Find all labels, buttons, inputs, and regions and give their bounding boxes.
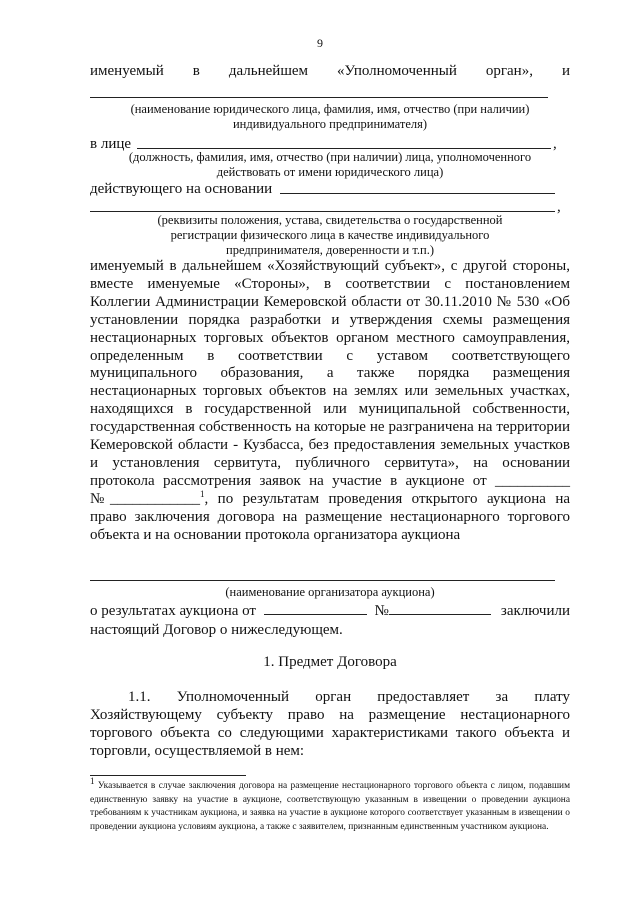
main-paragraph-part-1: именуемый в дальнейшем «Хозяйствующий субъект», с другой стороны, вместе именуемые «Стороны», в соответствии с постановлением Коллегии Администрации Кемеровской области от 30.11.2010 № 530 «Об установлении порядка разработки и утверждения схемы размещения нестационарных торговых объектов органом местного самоуправления, определенным в соответствии с уставом соответствующего муниципального образования, а также порядка размещения нестационарных торговых объектов на землях или земельных участках, находящихся в государственной или муниципальной собственности, государственная собственность на которые не разграничена на территории Кемеровской области - Кузбасса, без предоставления земельных участков и установления сервитута, публичного сервитута», на основании протокола рассмотрения заявок на участие в аукционе от __________ №____________: [90, 258, 570, 507]
basis-field-1[interactable]: [280, 193, 555, 194]
footnote-reference[interactable]: 1: [200, 488, 205, 499]
intro-word: именуемый: [90, 63, 164, 79]
acting-label: действующего на основании: [90, 181, 273, 197]
basis-field-2[interactable]: [90, 211, 555, 212]
intro-word: дальнейшем: [228, 63, 309, 79]
in-person-comma: ,: [553, 136, 557, 152]
intro-word: «Уполномоченный: [337, 63, 457, 79]
basis-caption: (реквизиты положения, устава, свидетельства о государственной регистрации физического лица в качестве индивидуального предпринимателя, доверенности и т.п.): [157, 213, 503, 257]
results-line: [90, 602, 570, 620]
footnote-marker: 1: [90, 775, 95, 786]
page-number: 9: [317, 36, 323, 50]
section-heading: 1. Предмет Договора: [263, 654, 397, 670]
intro-line: [90, 62, 570, 80]
intro-word: и: [561, 63, 570, 79]
results-suffix: заключили: [500, 603, 570, 619]
organizer-caption: (наименование организатора аукциона): [225, 585, 435, 599]
organizer-field[interactable]: [90, 580, 555, 581]
person-caption: (должность, фамилия, имя, отчество (при наличии) лица, уполномоченного действовать от имени юридического лица): [128, 150, 532, 179]
basis-comma: ,: [557, 199, 561, 215]
footnote: [90, 775, 571, 834]
main-paragraph: [90, 258, 570, 545]
intro-word: в: [192, 63, 200, 79]
intro-word: орган»,: [485, 63, 533, 79]
footnote-text: Указывается в случае заключения договора на размещение нестационарного торгового объекта с лицом, подавшим единственную заявку на участие в аукционе, соответствующую указанным в извещении о проведении аукциона требованиям к участникам аукциона, и заявка на участие в аукционе которого соответствует указанным в извещении о проведении аукциона условиям аукциона, а также с заявителем, признанным единственным участником аукциона.: [90, 781, 571, 832]
acting-line: [90, 180, 570, 198]
results-number-sign: №: [374, 603, 389, 619]
org-name-caption: (наименование юридического лица, фамилия, имя, отчество (при наличии) индивидуального предпринимателя): [130, 102, 530, 131]
main-paragraph-part-2: , по результатам проведения открытого аукциона на право заключения договора на размещение нестационарного торгового объекта и на основании протокола организатора аукциона: [90, 490, 570, 543]
footnote-separator: [90, 775, 246, 776]
agreement-line: настоящий Договор о нижеследующем.: [90, 622, 343, 638]
results-date-field[interactable]: [264, 602, 367, 615]
results-prefix: о результатах аукциона от: [90, 603, 256, 619]
clause-1-1: 1.1. Уполномоченный орган предоставляет за плату Хозяйствующему субъекту право на размещение нестационарного торгового объекта со следующими характеристиками такого объекта и торговли, осуществляемой в нем:: [90, 689, 570, 759]
in-person-label: в лице: [90, 136, 132, 152]
person-field[interactable]: [137, 148, 551, 149]
org-name-field[interactable]: [90, 97, 548, 98]
results-number-field[interactable]: [389, 602, 491, 615]
